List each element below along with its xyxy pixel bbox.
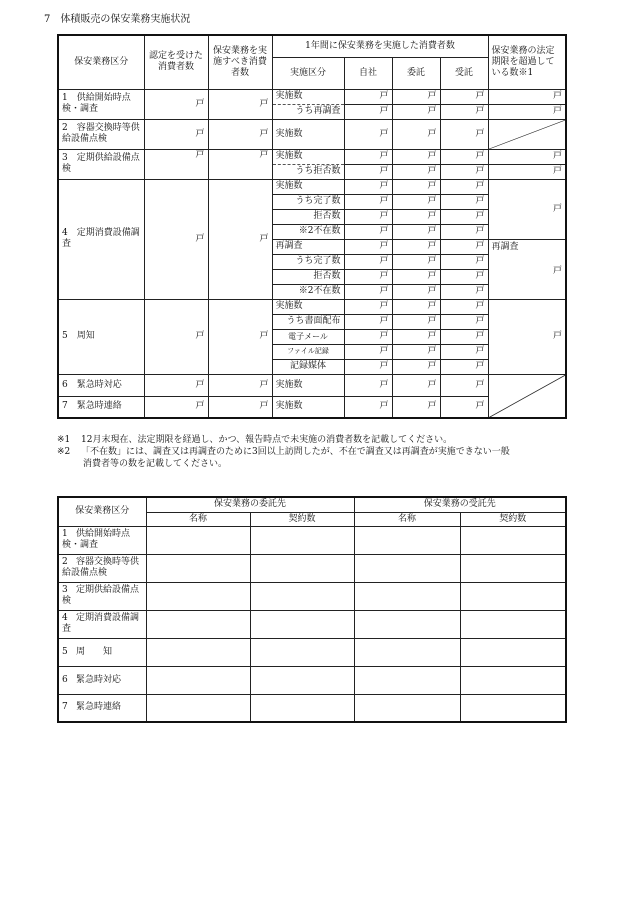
unit-cell: 戸 <box>344 269 392 284</box>
unit-cell: 戸 <box>440 284 488 299</box>
row-label-notification: 5 周知 <box>58 299 144 374</box>
input-cell[interactable] <box>146 582 250 610</box>
input-cell[interactable] <box>146 610 250 638</box>
safety-work-status-table <box>57 34 567 419</box>
row-number: 6 <box>62 674 68 685</box>
resurvey-label: 再調査 <box>491 241 519 252</box>
footnote-2 <box>57 446 565 458</box>
row-text: 定期消費設備調査 <box>62 613 140 634</box>
unit-cell: 戸 <box>392 89 440 104</box>
unit-cell: 戸 <box>440 299 488 314</box>
row-label <box>58 582 146 610</box>
footnote-mark: ※2 <box>57 447 71 457</box>
row-number: 5 <box>62 646 68 657</box>
header-consigned: 委託 <box>392 57 440 89</box>
unit-cell: 戸 <box>344 284 392 299</box>
unit-cell: 戸 <box>144 374 208 396</box>
input-cell[interactable] <box>460 554 566 582</box>
row-number: 2 <box>62 557 68 567</box>
unit-cell: 戸 <box>488 89 566 104</box>
footnotes <box>57 434 565 470</box>
header-category: 保安業務区分 <box>58 35 144 89</box>
unit-cell: 戸 <box>208 299 272 374</box>
input-cell[interactable] <box>250 582 354 610</box>
unit-cell: 戸 <box>440 179 488 194</box>
input-cell[interactable] <box>460 638 566 666</box>
row-label-emergency-contact: 7 緊急時連絡 <box>58 396 144 418</box>
unit-cell: 戸 <box>440 149 488 164</box>
unit-cell: 戸 <box>440 396 488 418</box>
unit-cell: 戸 <box>144 179 208 299</box>
sub-label: うち完了数 <box>272 194 344 209</box>
unit-cell: 戸 <box>392 194 440 209</box>
unit-cell: 戸 <box>440 269 488 284</box>
unit-cell: 戸 <box>440 194 488 209</box>
unit-cell: 戸 <box>344 209 392 224</box>
header-consignor: 保安業務の受託先 <box>354 497 566 512</box>
unit-cell: 戸 <box>440 359 488 374</box>
sub-label: 実施数 <box>272 149 344 164</box>
input-cell[interactable] <box>250 666 354 694</box>
input-cell[interactable] <box>354 610 460 638</box>
sub-label: 実施数 <box>272 119 344 149</box>
unit-cell: 戸 <box>144 149 208 179</box>
unit-cell: 戸 <box>344 299 392 314</box>
header-certified-consumers: 認定を受けた消費者数 <box>144 35 208 89</box>
unit-cell: 戸 <box>208 89 272 119</box>
sub-label: 実施数 <box>272 299 344 314</box>
row-label <box>58 610 146 638</box>
row-label-emergency-response: 6 緊急時対応 <box>58 374 144 396</box>
unit-cell: 戸 <box>344 104 392 119</box>
input-cell[interactable] <box>146 694 250 722</box>
consignment-table <box>57 496 567 723</box>
unit-cell: 戸 <box>392 269 440 284</box>
sub-label: うち完了数 <box>272 254 344 269</box>
unit-cell: 戸 <box>392 104 440 119</box>
input-cell[interactable] <box>354 582 460 610</box>
unit-cell: 戸 <box>208 374 272 396</box>
sub-label: 実施数 <box>272 179 344 194</box>
input-cell[interactable] <box>354 638 460 666</box>
header-accepted: 受託 <box>440 57 488 89</box>
unit-cell: 戸 <box>208 149 272 179</box>
footnote-text: 12月末現在、法定期限を経過し、かつ、報告時点で未実施の消費者数を記載してください。 <box>81 435 453 445</box>
unit-cell: 戸 <box>344 329 392 344</box>
header-name: 名称 <box>146 512 250 526</box>
not-applicable-cell <box>488 119 566 149</box>
unit-cell: 戸 <box>392 164 440 179</box>
input-cell[interactable] <box>460 666 566 694</box>
header-own-company: 自社 <box>344 57 392 89</box>
unit-cell: 戸 <box>344 254 392 269</box>
input-cell[interactable] <box>460 610 566 638</box>
row-label-periodic-supply: 3 定期供給設備点検 <box>58 149 144 179</box>
row-label <box>58 554 146 582</box>
unit-cell: 戸 <box>488 104 566 119</box>
unit-cell: 戸 <box>144 119 208 149</box>
header-category: 保安業務区分 <box>58 497 146 526</box>
unit-cell: 戸 <box>392 329 440 344</box>
unit-cell: 戸 <box>392 179 440 194</box>
sub-label: ※2不在数 <box>272 224 344 239</box>
unit-cell: 戸 <box>344 374 392 396</box>
unit-cell: 戸 <box>208 119 272 149</box>
sub-label: 拒否数 <box>272 209 344 224</box>
header-overdue-count: 保安業務の法定期限を超過している数※1 <box>488 35 566 89</box>
row-number: 7 <box>62 702 68 713</box>
footnote-mark: ※1 <box>57 435 71 445</box>
row-number: 3 <box>62 585 68 595</box>
header-contract-count: 契約数 <box>250 512 354 526</box>
input-cell[interactable] <box>250 610 354 638</box>
unit-cell: 戸 <box>208 179 272 299</box>
unit-cell: 戸 <box>440 104 488 119</box>
input-cell[interactable] <box>146 554 250 582</box>
row-label-supply-start: 1 供給開始時点検・調査 <box>58 89 144 119</box>
unit-cell: 戸 <box>488 164 566 179</box>
input-cell[interactable] <box>146 666 250 694</box>
row-number: 4 <box>62 613 68 623</box>
input-cell[interactable] <box>354 666 460 694</box>
header-target-consumers: 保安業務を実施すべき消費者数 <box>208 35 272 89</box>
row-number: 1 <box>62 529 68 539</box>
unit-cell: 戸 <box>440 254 488 269</box>
footnote-2-continued: 消費者等の数を記載してください。 <box>83 459 228 469</box>
header-name: 名称 <box>354 512 460 526</box>
input-cell[interactable] <box>354 554 460 582</box>
unit-cell: 戸 <box>440 209 488 224</box>
header-implementation-type: 実施区分 <box>272 57 344 89</box>
unit-cell: 戸 <box>440 314 488 329</box>
input-cell[interactable] <box>250 554 354 582</box>
input-cell[interactable] <box>460 526 566 554</box>
unit-cell: 戸 <box>392 314 440 329</box>
unit-cell: 戸 <box>440 164 488 179</box>
unit-cell: 戸 <box>392 396 440 418</box>
input-cell[interactable] <box>354 694 460 722</box>
unit-cell: 戸 <box>553 265 563 276</box>
row-text: 周 知 <box>76 646 113 657</box>
unit-cell: 戸 <box>392 374 440 396</box>
unit-cell: 戸 <box>344 149 392 164</box>
input-cell[interactable] <box>460 582 566 610</box>
unit-cell: 戸 <box>344 344 392 359</box>
row-text: 供給開始時点検・調査 <box>62 529 131 550</box>
row-text: 容器交換時等供給設備点検 <box>62 557 140 578</box>
unit-cell: 戸 <box>344 224 392 239</box>
unit-cell: 戸 <box>392 344 440 359</box>
input-cell[interactable] <box>250 526 354 554</box>
sub-label: 再調査 <box>272 239 344 254</box>
not-applicable-cell <box>488 374 566 418</box>
unit-cell: 戸 <box>440 224 488 239</box>
row-label-periodic-consumption: 4 定期消費設備調査 <box>58 179 144 299</box>
unit-cell: 戸 <box>344 359 392 374</box>
sub-label: 拒否数 <box>272 269 344 284</box>
unit-cell: 戸 <box>440 374 488 396</box>
unit-cell: 戸 <box>392 239 440 254</box>
unit-cell: 戸 <box>488 149 566 164</box>
unit-cell: 戸 <box>344 164 392 179</box>
unit-cell: 戸 <box>344 179 392 194</box>
row-text: 緊急時対応 <box>76 674 122 685</box>
sub-label: 記録媒体 <box>272 359 344 374</box>
unit-cell: 戸 <box>392 209 440 224</box>
sub-label: 実施数 <box>272 374 344 396</box>
unit-cell: 戸 <box>392 284 440 299</box>
unit-cell: 戸 <box>344 194 392 209</box>
sub-label: 電子メール <box>272 329 344 344</box>
unit-cell: 戸 <box>392 149 440 164</box>
unit-cell: 戸 <box>392 224 440 239</box>
header-contract-count: 契約数 <box>460 512 566 526</box>
sub-label: うち拒否数 <box>272 164 344 179</box>
header-consignee: 保安業務の委託先 <box>146 497 354 512</box>
input-cell[interactable] <box>146 526 250 554</box>
sub-label: うち再調査 <box>272 104 344 119</box>
input-cell[interactable] <box>250 638 354 666</box>
unit-cell: 戸 <box>392 299 440 314</box>
unit-cell: 戸 <box>392 254 440 269</box>
row-text: 定期供給設備点検 <box>62 585 140 606</box>
sub-label: ファイル記録 <box>272 344 344 359</box>
header-annual-consumers: 1年間に保安業務を実施した消費者数 <box>272 35 488 57</box>
sub-label: 実施数 <box>272 89 344 104</box>
unit-cell: 戸 <box>344 89 392 104</box>
unit-cell: 戸 <box>488 299 566 374</box>
unit-cell: 戸 <box>344 119 392 149</box>
unit-cell: 戸 <box>440 344 488 359</box>
row-label <box>58 526 146 554</box>
unit-cell: 戸 <box>344 314 392 329</box>
sub-label: うち書面配布 <box>272 314 344 329</box>
unit-cell: 戸 <box>144 89 208 119</box>
sub-label: 実施数 <box>272 396 344 418</box>
row-label <box>58 666 146 694</box>
unit-cell: 戸 <box>392 359 440 374</box>
row-text: 緊急時連絡 <box>76 702 122 713</box>
unit-cell: 戸 <box>144 299 208 374</box>
unit-cell: 戸 <box>144 396 208 418</box>
row-label <box>58 694 146 722</box>
unit-cell: 戸 <box>440 329 488 344</box>
footnote-1 <box>57 434 565 446</box>
row-label <box>58 638 146 666</box>
input-cell[interactable] <box>354 526 460 554</box>
unit-cell: 戸 <box>392 119 440 149</box>
unit-cell: 戸 <box>344 396 392 418</box>
resurvey-overdue-cell <box>488 239 566 299</box>
input-cell[interactable] <box>460 694 566 722</box>
unit-cell: 戸 <box>488 179 566 239</box>
unit-cell: 戸 <box>344 239 392 254</box>
input-cell[interactable] <box>250 694 354 722</box>
unit-cell: 戸 <box>440 239 488 254</box>
unit-cell: 戸 <box>440 89 488 104</box>
footnote-text: 「不在数」には、調査又は再調査のために3回以上訪問したが、不在で調査又は再調査が実施できない一般 <box>81 447 510 457</box>
unit-cell: 戸 <box>208 396 272 418</box>
unit-cell: 戸 <box>440 119 488 149</box>
sub-label: ※2不在数 <box>272 284 344 299</box>
row-label-container-exchange: 2 容器交換時等供給設備点検 <box>58 119 144 149</box>
section-title: 7 体積販売の保安業務実施状況 <box>44 14 191 25</box>
input-cell[interactable] <box>146 638 250 666</box>
